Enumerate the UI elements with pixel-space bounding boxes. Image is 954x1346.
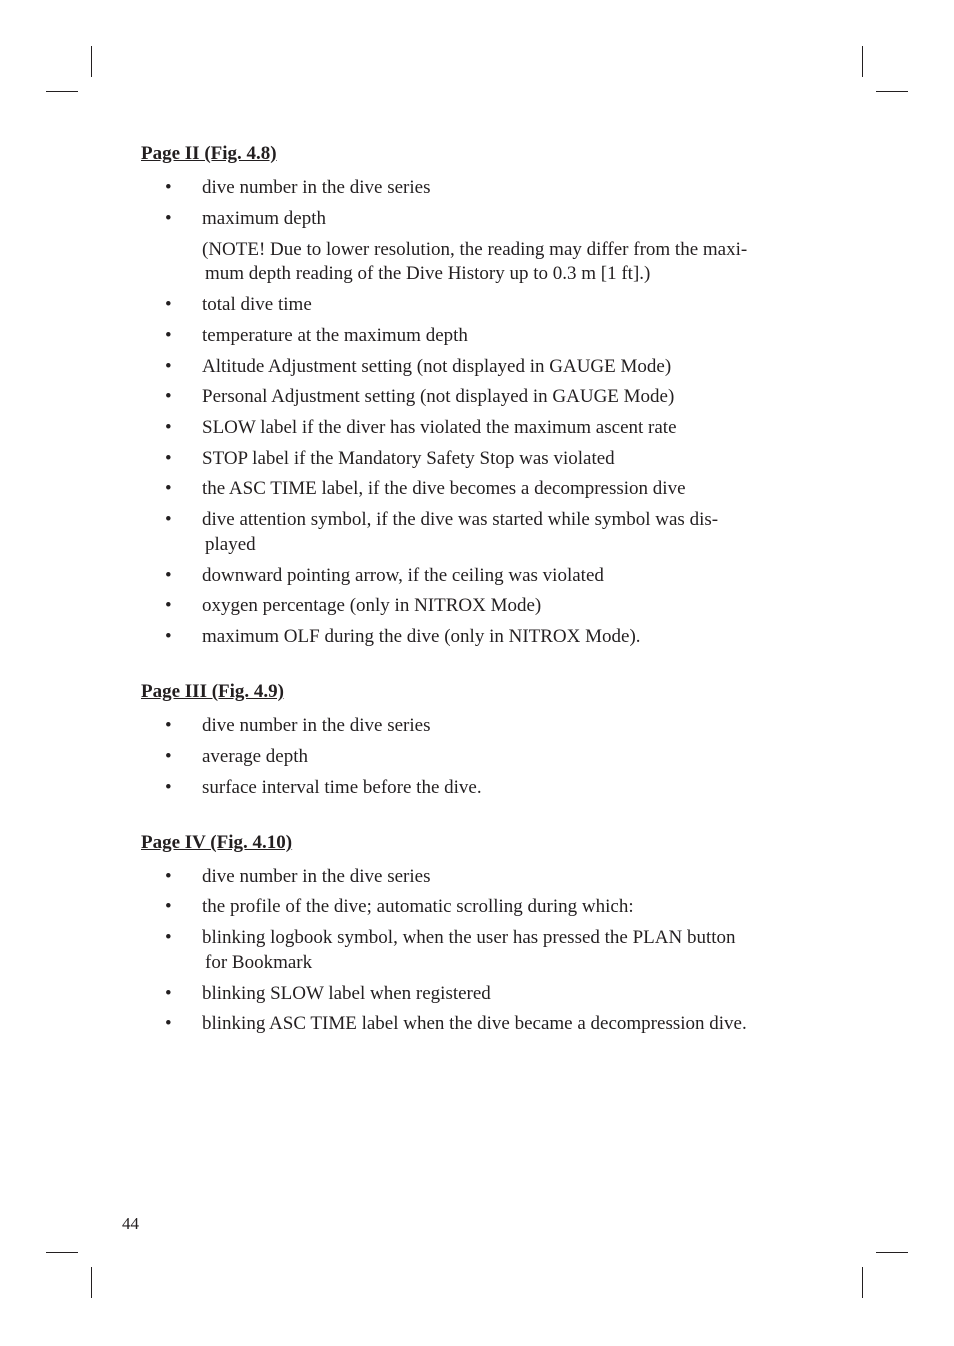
bullet-marker: •: [165, 626, 172, 647]
list-item-continuation: played: [205, 534, 256, 555]
list-item-text: dive attention symbol, if the dive was started while symbol was dis-: [202, 509, 719, 530]
list-item-text: downward pointing arrow, if the ceiling was violated: [202, 565, 604, 586]
list-item-text: STOP label if the Mandatory Safety Stop was violated: [202, 448, 615, 469]
list-item-text: dive number in the dive series: [202, 177, 431, 198]
bullet-marker: •: [165, 1013, 172, 1034]
crop-mark: [46, 91, 78, 92]
list-item-text: total dive time: [202, 294, 312, 315]
bullet-marker: •: [165, 294, 172, 315]
crop-mark: [91, 1267, 92, 1298]
bullet-marker: •: [165, 927, 172, 948]
list-item-text: blinking SLOW label when registered: [202, 983, 491, 1004]
list-item-text: oxygen percentage (only in NITROX Mode): [202, 595, 542, 616]
bullet-marker: •: [165, 595, 172, 616]
note-paragraph: [202, 238, 747, 286]
list-item-text: maximum depth: [202, 208, 327, 229]
list-item-text: the ASC TIME label, if the dive becomes a decompression dive: [202, 478, 686, 499]
bullet-marker: •: [165, 896, 172, 917]
list-item-text: blinking logbook symbol, when the user has pressed the PLAN button: [202, 927, 736, 948]
bullet-marker: •: [165, 983, 172, 1004]
list-item-text: Personal Adjustment setting (not displayed in GAUGE Mode): [202, 386, 675, 407]
list-item-text: blinking ASC TIME label when the dive became a decompression dive.: [202, 1013, 747, 1034]
section-heading-page-ii: Page II (Fig. 4.8): [141, 143, 277, 164]
section-heading-page-iv: Page IV (Fig. 4.10): [141, 832, 293, 853]
bullet-marker: •: [165, 177, 172, 198]
note-line-1: (NOTE! Due to lower resolution, the reading may differ from the maxi-: [202, 239, 748, 260]
bullet-marker: •: [165, 777, 172, 798]
list-item-text: temperature at the maximum depth: [202, 325, 468, 346]
list-item-text: maximum OLF during the dive (only in NITROX Mode).: [202, 626, 641, 647]
bullet-marker: •: [165, 386, 172, 407]
bullet-marker: •: [165, 208, 172, 229]
page-number: 44: [122, 1214, 139, 1233]
list-item-text: dive number in the dive series: [202, 866, 431, 887]
list-item-text: Altitude Adjustment setting (not displayed in GAUGE Mode): [202, 356, 672, 377]
bullet-marker: •: [165, 417, 172, 438]
bullet-marker: •: [165, 715, 172, 736]
crop-mark: [862, 46, 863, 77]
crop-mark: [91, 46, 92, 77]
section-heading-page-iii: Page III (Fig. 4.9): [141, 681, 285, 702]
note-line-2: mum depth reading of the Dive History up to 0.3 m [1 ft].): [205, 263, 651, 284]
list-item-text: surface interval time before the dive.: [202, 777, 482, 798]
bullet-marker: •: [165, 448, 172, 469]
bullet-marker: •: [165, 866, 172, 887]
bullet-marker: •: [165, 478, 172, 499]
list-item-text: the profile of the dive; automatic scrolling during which:: [202, 896, 634, 917]
bullet-marker: •: [165, 325, 172, 346]
crop-mark: [876, 1252, 908, 1253]
bullet-marker: •: [165, 356, 172, 377]
list-item-continuation: for Bookmark: [205, 952, 313, 973]
bullet-marker: •: [165, 565, 172, 586]
list-item-text: dive number in the dive series: [202, 715, 431, 736]
crop-mark: [862, 1267, 863, 1298]
crop-mark: [46, 1252, 78, 1253]
crop-mark: [876, 91, 908, 92]
list-item-text: average depth: [202, 746, 309, 767]
bullet-marker: •: [165, 509, 172, 530]
bullet-marker: •: [165, 746, 172, 767]
list-item-text: SLOW label if the diver has violated the maximum ascent rate: [202, 417, 677, 438]
